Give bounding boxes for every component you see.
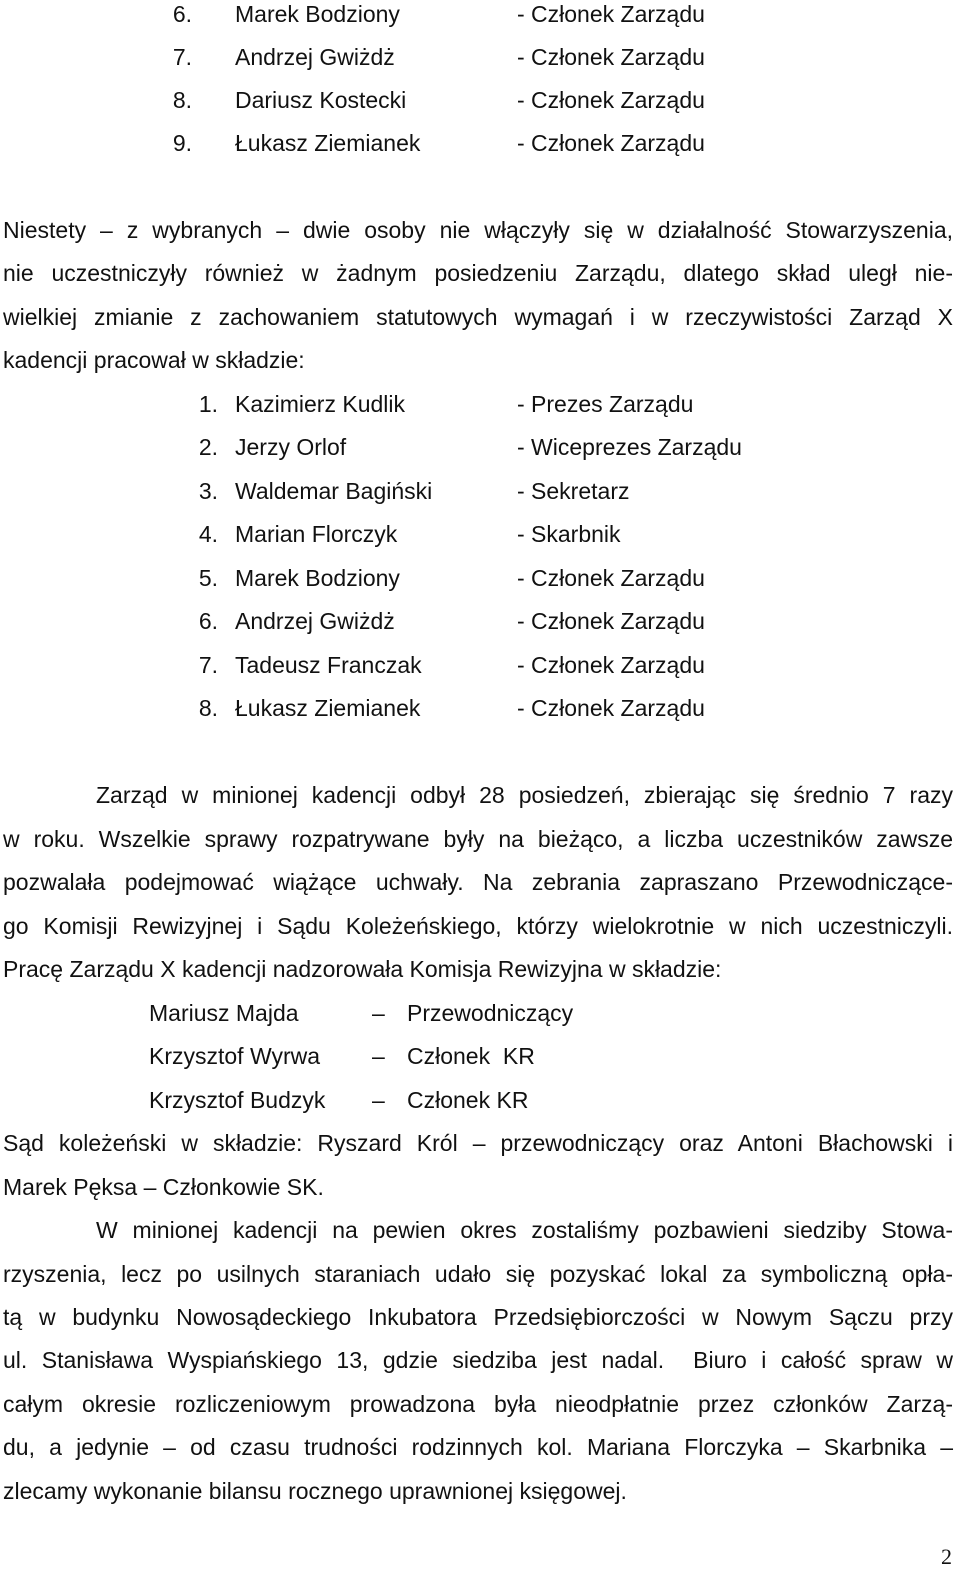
text-line: W minionej kadencji na pewien okres zostaliśmy pozbawieni siedziby Stowa- — [96, 1217, 953, 1243]
list-number: 6. — [172, 1, 192, 27]
text-line: Niestety – z wybranych – dwie osoby nie włączyły się w działalność Stowarzyszenia, — [3, 217, 953, 243]
member-name: Marian Florczyk — [235, 521, 398, 547]
member-name: Krzysztof Wyrwa — [149, 1043, 321, 1069]
dash: – — [372, 1043, 385, 1069]
member-role: Członek KR — [407, 1087, 529, 1113]
member-role: - Członek Zarządu — [517, 87, 705, 113]
text-line: Sąd koleżeński w składzie: Ryszard Król – przewodniczący oraz Antoni Błachowski i — [3, 1130, 953, 1156]
member-name: Łukasz Ziemianek — [235, 695, 421, 721]
text-line: du, a jedynie – od czasu trudności rodzinnych kol. Mariana Florczyka – Skarbnika – — [3, 1434, 953, 1460]
text-line: tą w budynku Nowosądeckiego Inkubatora Przedsiębiorczości w Nowym Sączu przy — [3, 1304, 953, 1330]
member-name: Andrzej Gwiżdż — [235, 608, 395, 634]
dash: – — [372, 1087, 385, 1113]
dash: – — [372, 1000, 385, 1026]
member-role: - Wiceprezes Zarządu — [517, 434, 742, 460]
member-name: Łukasz Ziemianek — [235, 130, 421, 156]
member-role: - Skarbnik — [517, 521, 621, 547]
member-name: Dariusz Kostecki — [235, 87, 407, 113]
list-number: 7. — [198, 652, 218, 678]
list-number: 7. — [172, 44, 192, 70]
member-role: - Członek Zarządu — [517, 44, 705, 70]
member-role: Członek KR — [407, 1043, 535, 1069]
page-number: 2 — [941, 1544, 952, 1569]
member-role: - Członek Zarządu — [517, 608, 705, 634]
member-name: Andrzej Gwiżdż — [235, 44, 395, 70]
list-number: 3. — [198, 478, 218, 504]
member-role: - Sekretarz — [517, 478, 630, 504]
member-name: Jerzy Orlof — [235, 434, 347, 460]
member-name: Waldemar Bagiński — [235, 478, 433, 504]
member-name: Mariusz Majda — [149, 1000, 299, 1026]
list-number: 1. — [198, 391, 218, 417]
text-line: Zarząd w minionej kadencji odbył 28 posiedzeń, zbierając się średnio 7 razy — [96, 782, 953, 808]
text-line: Marek Pęksa – Członkowie SK. — [3, 1174, 324, 1200]
list-number: 6. — [198, 608, 218, 634]
text-line: zlecamy wykonanie bilansu rocznego uprawnionej księgowej. — [3, 1478, 627, 1504]
member-role: - Członek Zarządu — [517, 1, 705, 27]
list-number: 8. — [172, 87, 192, 113]
text-line: wielkiej zmianie z zachowaniem statutowych wymagań i w rzeczywistości Zarząd X — [3, 304, 953, 330]
member-name: Marek Bodziony — [235, 1, 400, 27]
text-line: ul. Stanisława Wyspiańskiego 13, gdzie siedziba jest nadal. Biuro i całość spraw w — [3, 1347, 953, 1373]
list-number: 9. — [172, 130, 192, 156]
list-number: 8. — [198, 695, 218, 721]
list-number: 5. — [198, 565, 218, 591]
member-name: Marek Bodziony — [235, 565, 400, 591]
list-number: 2. — [198, 434, 218, 460]
member-role: - Członek Zarządu — [517, 695, 705, 721]
text-line: kadencji pracował w składzie: — [3, 347, 305, 373]
text-line: Pracę Zarządu X kadencji nadzorowała Komisja Rewizyjna w składzie: — [3, 956, 722, 982]
text-line: nie uczestniczyły również w żadnym posiedzeniu Zarządu, dlatego skład uległ nie- — [3, 260, 953, 286]
member-name: Tadeusz Franczak — [235, 652, 422, 678]
member-role: - Członek Zarządu — [517, 565, 705, 591]
text-line: pozwalała podejmować wiążące uchwały. Na zebrania zapraszano Przewodniczące- — [3, 869, 953, 895]
list-number: 4. — [198, 521, 218, 547]
member-name: Kazimierz Kudlik — [235, 391, 405, 417]
text-line: go Komisji Rewizyjnej i Sądu Koleżeńskiego, którzy wielokrotnie w nich uczestniczyli. — [3, 913, 953, 939]
member-name: Krzysztof Budzyk — [149, 1087, 326, 1113]
text-line: rzyszenia, lecz po usilnych staraniach udało się pozyskać lokal za symboliczną opła- — [3, 1261, 953, 1287]
member-role: - Członek Zarządu — [517, 130, 705, 156]
member-role: - Prezes Zarządu — [517, 391, 694, 417]
member-role: Przewodniczący — [407, 1000, 574, 1026]
text-line: w roku. Wszelkie sprawy rozpatrywane były na bieżąco, a liczba uczestników zawsze — [3, 826, 953, 852]
member-role: - Członek Zarządu — [517, 652, 705, 678]
text-line: całym okresie rozliczeniowym prowadzona była nieodpłatnie przez członków Zarzą- — [3, 1391, 953, 1417]
